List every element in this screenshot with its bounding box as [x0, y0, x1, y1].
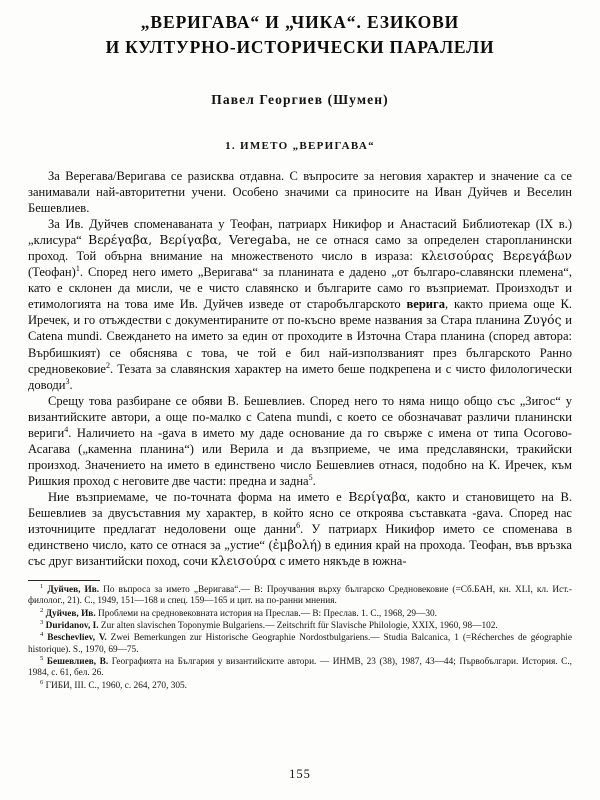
page-title-line-1: „ВЕРИГАВА“ И „ЧИКА“. ЕЗИКОВИ — [140, 12, 460, 32]
latin-term: Catena mundi — [256, 409, 329, 424]
footnote-marker: 2 — [40, 606, 44, 614]
footnote-entry — [28, 618, 572, 632]
greek-term: Ζυγός — [523, 313, 562, 328]
text-run: Срещу това разбиране се обяви В. Бешевлиев. Според него то няма нищо общо със „Зигос“ у византийските автори, а още по-малко с — [28, 393, 572, 424]
footnote-entry — [28, 585, 572, 608]
text-run: , както приема още К. Иречек, и го отъждестви с документираните от по-късно време названия за Стара планина — [28, 297, 572, 328]
text-run: . Според него името „Веригава“ за планината е дадено „от българо-славянски племена“, като е склонен да мисли, че е чисто славянско и българите само го възприемат. Произходът и етимологията на това име Ив. Дуйчев изведе от старобългарското — [28, 265, 572, 312]
footnote-author: Дуйчев, Ив. — [45, 608, 96, 619]
text-run: Ние възприемаме, че по-точната форма на името е — [48, 489, 349, 504]
text-run: . Наличието на — [68, 425, 159, 440]
footnote-entry — [28, 654, 573, 680]
text-run: . Свеждането на името за един от проходите в Източна Стара планина (според автора: Върбишкият) се обяснява с това, че той е бил най-използваният през българското Ранно средновековие — [28, 329, 572, 376]
footnote-author: Дуйчев, Ив. — [47, 585, 100, 596]
text-run: и — [561, 313, 572, 328]
footnote-text: Географията на България у византийските автори. — ИНМВ, 23 (38), 1987, 43—44; Първобългари. История. С., 1984, с. 61, бел. 26. — [28, 656, 573, 679]
text-run: . Според нас източниците предлагат недоловени още данни — [28, 505, 572, 537]
body-paragraph — [28, 168, 572, 216]
text-run: . Тезата за славянския характер на името беше подкрепена и с чисто филологически доводи — [28, 361, 572, 392]
footnote-author: Бешевлиев, В. — [46, 656, 109, 667]
text-run: . У патриарх Никифор името се споменава в единствено число, като се отнася за „устие“ ( — [28, 522, 573, 553]
footnotes-block — [28, 585, 572, 692]
footnote-reference: 6 — [296, 520, 301, 530]
text-run: За Верегава/Веригава се разисква отдавна. С въпросите за неговия характер и значение са се занимавали най-авторитетни учени. Особено значими са приносите на Иван Дуйчев и Веселин Бешевлиев. — [28, 169, 572, 216]
page-title-block — [0, 0, 600, 60]
greek-term: κλεισούρας Βερεγάβων — [421, 249, 573, 264]
footnote-entry — [28, 606, 572, 620]
greek-term: Βερέγαβα, Βερίγαβα, Veregaba — [88, 233, 288, 248]
text-run: , с което се обозначават различи планински вериги — [28, 409, 572, 440]
text-run: За Ив. Дуйчев споменаваната у Теофан, патриарх Никифор и Анастасий Библиотекар (IX в.) „клисура“ — [28, 217, 572, 248]
body-text — [28, 168, 572, 569]
text-run: . — [69, 377, 73, 392]
footnote-author: Duridanov, I. — [45, 621, 99, 632]
page-number: 155 — [289, 767, 311, 781]
footnote-text: Проблеми на средновековната история на Преслав.— В: Преслав. 1. С., 1968, 29—30. — [95, 608, 438, 619]
footnote-reference: 3 — [65, 376, 70, 386]
footnote-text: Zwei Bemerkungen zur Historische Geographie Nordostbulgariens.— Studia Balcanica, 1 (=Récherches de géographie historique). S., 1970, 69—75. — [28, 633, 572, 655]
emphasised-term: верига — [406, 297, 446, 312]
greek-term: ἐμβολή — [272, 538, 318, 553]
text-run: с името някъде в южна- — [276, 554, 407, 569]
footnote-marker: 6 — [40, 678, 44, 686]
footnote-text: По въпроса за името „Веригава“.— В: Проучвания върху българско Средновековие (=Сб.БАН, кн. XLI, кл. Ист.-филолог., 21). С., 1949, 151—168 и спец. 159—165 и цит. на по-ранни мнения. — [28, 585, 572, 607]
footnote-entry — [28, 678, 572, 692]
footnote-marker: 4 — [40, 631, 44, 639]
body-paragraph — [28, 216, 572, 393]
greek-term: Βερίγαβα — [348, 489, 407, 504]
footnote-marker: 1 — [40, 583, 44, 591]
text-run: (Теофан) — [28, 265, 76, 280]
footnote-text: Zur alten slavischen Toponymie Bulgariens.— Zeitschrift für Slavische Philologie, XXIX, 1960, 98—102. — [98, 621, 498, 632]
footnote-entry — [28, 633, 572, 656]
footnote-reference: 2 — [105, 360, 110, 370]
author-byline: Павел Георгиев (Шумен) — [211, 92, 389, 107]
footnote-separator-rule — [28, 580, 100, 581]
body-paragraph — [28, 393, 572, 489]
section-heading: 1. ИМЕТО „ВЕРИГАВА“ — [225, 140, 375, 152]
latin-term: Catena mundi — [28, 329, 100, 344]
footnote-author: Beschevliev, V. — [47, 633, 107, 644]
text-run: . — [312, 473, 316, 488]
latin-term: -gava — [158, 425, 186, 440]
text-run: в името му даде основание да го свърже с имена от типа Осогово-Асагава („каменна планина“) или Верила и да възприеме, че има предславянски, тракийски произход. Значението на името в единствено число Бешевлиев отнася, подобно на К. Иречек, към Ришкия проход с неговите две части: предна и задна — [28, 425, 572, 488]
footnote-marker: 3 — [40, 618, 44, 626]
text-run: ) в единия край на прохода. Теофан, във връзка със друг византийски поход, сочи — [28, 538, 572, 569]
latin-term: -gava — [472, 505, 501, 520]
greek-term: κλεισούρα — [210, 554, 277, 569]
text-run: , не се отнася само за определен старопланински проход. Той обърна внимание на множественото число в израза: — [28, 233, 572, 264]
footnote-text: ГИБИ, III. С., 1960, с. 264, 270, 305. — [45, 680, 187, 691]
text-run: , както и становището на В. Бешевлиев за двусъставния му характер, в който ясно се откроява съставката — [28, 489, 573, 520]
footnote-reference: 5 — [308, 472, 313, 482]
body-paragraph — [28, 489, 572, 569]
footnote-reference: 4 — [64, 424, 69, 434]
footnote-reference: 1 — [75, 264, 80, 274]
footnote-marker: 5 — [40, 654, 44, 662]
page-title-line-2: И КУЛТУРНО-ИСТОРИЧЕСКИ ПАРАЛЕЛИ — [105, 37, 495, 57]
